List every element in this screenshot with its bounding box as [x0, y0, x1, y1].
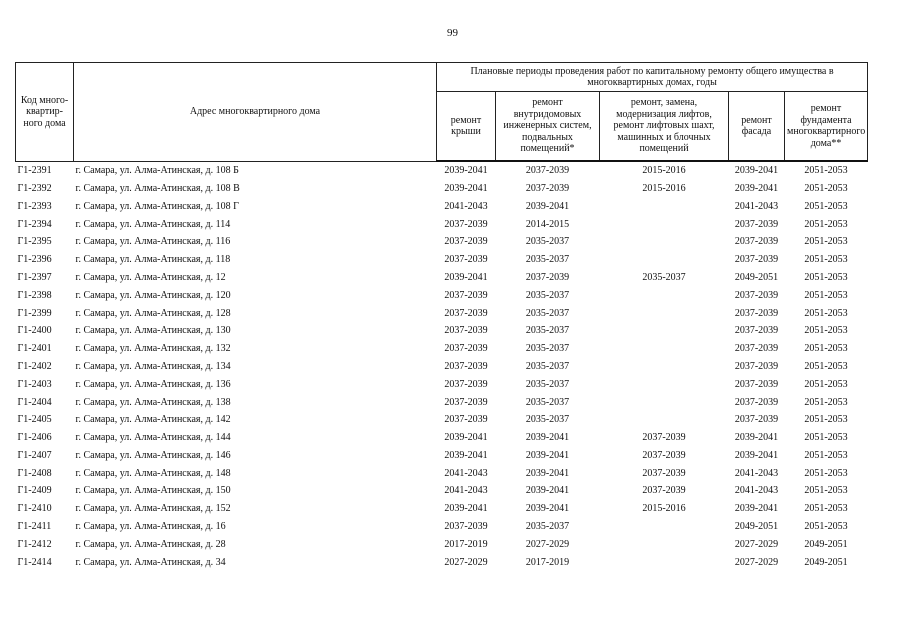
cell-systems: 2035-2037: [525, 396, 570, 408]
cell-foundation: 2051-2053: [804, 325, 848, 337]
table-row: [16, 304, 868, 322]
cell-roof: 2041-2043: [444, 200, 488, 212]
cell-facade: 2037-2039: [734, 307, 779, 319]
cell-foundation: 2049-2051: [804, 538, 848, 550]
table-row: [16, 198, 868, 216]
cell-roof: 2037-2039: [444, 343, 488, 355]
cell-lifts: [600, 322, 729, 340]
cell-systems: 2017-2019: [525, 556, 570, 568]
cell-facade: 2027-2029: [734, 538, 779, 550]
cell-facade: 2039-2041: [734, 503, 779, 515]
cell-address: г. Самара, ул. Алма-Атинская, д. 146: [75, 449, 231, 461]
header-periods: Плановые периоды проведения работ по капитальному ремонту общего имущества в многоквартирных домах, годы: [437, 63, 868, 92]
cell-address: г. Самара, ул. Алма-Атинская, д. 142: [75, 414, 231, 426]
cell-foundation: 2049-2051: [804, 556, 848, 568]
cell-systems: 2027-2029: [525, 538, 570, 550]
table-row: [16, 482, 868, 500]
cell-code: Г1-2411: [17, 521, 52, 533]
cell-foundation: 2051-2053: [804, 396, 848, 408]
cell-systems: 2039-2041: [525, 200, 570, 212]
cell-facade: 2037-2039: [734, 254, 779, 266]
cell-roof: 2027-2029: [444, 556, 488, 568]
cell-systems: 2037-2039: [525, 165, 570, 177]
cell-address: г. Самара, ул. Алма-Атинская, д. 116: [75, 236, 231, 248]
cell-foundation: 2051-2053: [804, 218, 848, 230]
cell-code: Г1-2401: [17, 343, 52, 355]
cell-systems: 2039-2041: [525, 485, 570, 497]
table-row: [16, 429, 868, 447]
cell-address: г. Самара, ул. Алма-Атинская, д. 108 В: [75, 182, 240, 194]
cell-systems: 2035-2037: [525, 325, 570, 337]
cell-systems: 2037-2039: [525, 182, 570, 194]
cell-address: г. Самара, ул. Алма-Атинская, д. 148: [75, 467, 231, 479]
cell-systems: 2035-2037: [525, 414, 570, 426]
cell-foundation: 2051-2053: [804, 182, 848, 194]
cell-lifts: [600, 340, 729, 358]
cell-code: Г1-2399: [17, 307, 52, 319]
cell-lifts: [600, 411, 729, 429]
page-number: 99: [447, 27, 458, 39]
cell-lifts: [600, 304, 729, 322]
cell-systems: 2035-2037: [525, 307, 570, 319]
cell-foundation: 2051-2053: [804, 343, 848, 355]
cell-systems: 2035-2037: [525, 254, 570, 266]
cell-address: г. Самара, ул. Алма-Атинская, д. 128: [75, 307, 231, 319]
table-row: [16, 215, 868, 233]
table-row: [16, 447, 868, 465]
cell-code: Г1-2403: [17, 378, 52, 390]
cell-lifts: [600, 536, 729, 554]
cell-facade: 2039-2041: [734, 432, 779, 444]
cell-roof: 2039-2041: [444, 432, 488, 444]
cell-code: Г1-2407: [17, 449, 52, 461]
table-row: [16, 393, 868, 411]
cell-roof: 2037-2039: [444, 360, 488, 372]
header-lifts: ремонт, замена, модернизация лифтов, ремонт лифтовых шахт, машинных и блочных помещений: [600, 92, 729, 162]
cell-roof: 2037-2039: [444, 254, 488, 266]
cell-facade: 2039-2041: [734, 182, 779, 194]
cell-facade: 2037-2039: [734, 289, 779, 301]
cell-foundation: 2051-2053: [804, 449, 848, 461]
header-address: Адрес многоквартирного дома: [74, 63, 437, 162]
cell-code: Г1-2393: [17, 200, 52, 212]
cell-roof: 2037-2039: [444, 521, 488, 533]
header-foundation: ремонт фундамента многоквартирного дома**: [785, 92, 868, 162]
cell-roof: 2039-2041: [444, 449, 488, 461]
cell-foundation: 2051-2053: [804, 271, 848, 283]
cell-address: г. Самара, ул. Алма-Атинская, д. 12: [75, 271, 226, 283]
cell-facade: 2041-2043: [734, 485, 779, 497]
cell-foundation: 2051-2053: [804, 254, 848, 266]
cell-systems: 2035-2037: [525, 521, 570, 533]
cell-address: г. Самара, ул. Алма-Атинская, д. 34: [75, 556, 226, 568]
cell-facade: 2037-2039: [734, 325, 779, 337]
cell-systems: 2039-2041: [525, 503, 570, 515]
header-facade: ремонт фасада: [729, 92, 785, 162]
cell-roof: 2037-2039: [444, 218, 488, 230]
table-row: [16, 518, 868, 536]
cell-roof: 2037-2039: [444, 307, 488, 319]
cell-roof: 2039-2041: [444, 503, 488, 515]
cell-foundation: 2051-2053: [804, 378, 848, 390]
table-row: [16, 411, 868, 429]
table-row: [16, 500, 868, 518]
cell-code: Г1-2395: [17, 236, 52, 248]
table-row: [16, 269, 868, 287]
cell-foundation: 2051-2053: [804, 307, 848, 319]
cell-address: г. Самара, ул. Алма-Атинская, д. 118: [75, 254, 231, 266]
cell-facade: 2041-2043: [734, 200, 779, 212]
cell-lifts: 2037-2039: [642, 467, 686, 479]
cell-facade: 2027-2029: [734, 556, 779, 568]
cell-code: Г1-2405: [17, 414, 52, 426]
cell-lifts: 2037-2039: [642, 432, 686, 444]
cell-lifts: [600, 376, 729, 394]
cell-address: г. Самара, ул. Алма-Атинская, д. 152: [75, 503, 231, 515]
cell-address: г. Самара, ул. Алма-Атинская, д. 16: [75, 521, 226, 533]
table-row: [16, 376, 868, 394]
cell-code: Г1-2414: [17, 556, 52, 568]
cell-foundation: 2051-2053: [804, 289, 848, 301]
cell-address: г. Самара, ул. Алма-Атинская, д. 28: [75, 538, 226, 550]
cell-code: Г1-2408: [17, 467, 52, 479]
cell-facade: 2041-2043: [734, 467, 779, 479]
cell-systems: 2035-2037: [525, 360, 570, 372]
cell-lifts: [600, 393, 729, 411]
cell-code: Г1-2392: [17, 182, 52, 194]
table-header: [16, 63, 868, 162]
cell-code: Г1-2398: [17, 289, 52, 301]
cell-facade: 2037-2039: [734, 218, 779, 230]
cell-address: г. Самара, ул. Алма-Атинская, д. 108 Б: [75, 164, 239, 176]
cell-systems: 2039-2041: [525, 432, 570, 444]
cell-roof: 2041-2043: [444, 485, 488, 497]
header-code: Код много-квартир-ного дома: [16, 63, 74, 162]
cell-foundation: 2051-2053: [804, 165, 848, 177]
cell-code: Г1-2391: [17, 164, 52, 176]
cell-systems: 2035-2037: [525, 378, 570, 390]
cell-roof: 2037-2039: [444, 325, 488, 337]
cell-address: г. Самара, ул. Алма-Атинская, д. 130: [75, 325, 231, 337]
cell-facade: 2037-2039: [734, 414, 779, 426]
cell-systems: 2014-2015: [525, 218, 570, 230]
cell-lifts: 2015-2016: [642, 503, 686, 515]
cell-facade: 2039-2041: [734, 165, 779, 177]
cell-code: Г1-2394: [17, 218, 52, 230]
table-row: [16, 287, 868, 305]
cell-lifts: [600, 554, 729, 572]
cell-facade: 2037-2039: [734, 378, 779, 390]
cell-address: г. Самара, ул. Алма-Атинская, д. 134: [75, 360, 231, 372]
cell-lifts: [600, 287, 729, 305]
cell-code: Г1-2410: [17, 503, 52, 515]
cell-foundation: 2051-2053: [804, 200, 848, 212]
table-row: [16, 322, 868, 340]
cell-lifts: 2035-2037: [642, 271, 686, 283]
cell-foundation: 2051-2053: [804, 414, 848, 426]
cell-systems: 2035-2037: [525, 236, 570, 248]
cell-roof: 2017-2019: [444, 538, 488, 550]
cell-roof: 2037-2039: [444, 236, 488, 248]
table-row: [16, 358, 868, 376]
table-row: [16, 180, 868, 198]
cell-facade: 2037-2039: [734, 236, 779, 248]
cell-roof: 2041-2043: [444, 467, 488, 479]
cell-roof: 2037-2039: [444, 396, 488, 408]
cell-roof: 2039-2041: [444, 271, 488, 283]
cell-code: Г1-2404: [17, 396, 52, 408]
cell-lifts: [600, 251, 729, 269]
cell-foundation: 2051-2053: [804, 236, 848, 248]
cell-roof: 2037-2039: [444, 414, 488, 426]
cell-systems: 2035-2037: [525, 289, 570, 301]
cell-lifts: [600, 215, 729, 233]
cell-systems: 2035-2037: [525, 343, 570, 355]
table-row: [16, 161, 868, 180]
cell-facade: 2049-2051: [734, 271, 779, 283]
cell-roof: 2037-2039: [444, 378, 488, 390]
cell-address: г. Самара, ул. Алма-Атинская, д. 108 Г: [75, 200, 239, 212]
cell-address: г. Самара, ул. Алма-Атинская, д. 114: [75, 218, 231, 230]
cell-facade: 2049-2051: [734, 521, 779, 533]
cell-lifts: [600, 518, 729, 536]
cell-foundation: 2051-2053: [804, 503, 848, 515]
cell-foundation: 2051-2053: [804, 432, 848, 444]
cell-lifts: 2015-2016: [642, 165, 686, 177]
table-row: [16, 536, 868, 554]
cell-facade: 2037-2039: [734, 343, 779, 355]
cell-code: Г1-2400: [17, 325, 52, 337]
cell-facade: 2037-2039: [734, 360, 779, 372]
cell-lifts: 2037-2039: [642, 485, 686, 497]
cell-code: Г1-2406: [17, 432, 52, 444]
cell-address: г. Самара, ул. Алма-Атинская, д. 120: [75, 289, 231, 301]
table-row: [16, 233, 868, 251]
cell-lifts: [600, 198, 729, 216]
cell-code: Г1-2396: [17, 254, 52, 266]
header-systems: ремонт внутридомовых инженерных систем, подвальных помещений*: [496, 92, 600, 162]
cell-facade: 2037-2039: [734, 396, 779, 408]
cell-address: г. Самара, ул. Алма-Атинская, д. 132: [75, 343, 231, 355]
cell-code: Г1-2409: [17, 485, 52, 497]
table-row: [16, 251, 868, 269]
table-row: [16, 554, 868, 572]
repair-schedule-table: [15, 62, 868, 571]
cell-foundation: 2051-2053: [804, 467, 848, 479]
cell-address: г. Самара, ул. Алма-Атинская, д. 144: [75, 432, 231, 444]
cell-address: г. Самара, ул. Алма-Атинская, д. 138: [75, 396, 231, 408]
cell-roof: 2039-2041: [444, 165, 488, 177]
cell-roof: 2037-2039: [444, 289, 488, 301]
cell-systems: 2039-2041: [525, 467, 570, 479]
cell-lifts: 2037-2039: [642, 449, 686, 461]
header-roof: ремонт крыши: [437, 92, 496, 162]
cell-systems: 2039-2041: [525, 449, 570, 461]
cell-code: Г1-2412: [17, 538, 52, 550]
cell-foundation: 2051-2053: [804, 521, 848, 533]
cell-facade: 2039-2041: [734, 449, 779, 461]
cell-address: г. Самара, ул. Алма-Атинская, д. 150: [75, 485, 231, 497]
table-body: [16, 161, 868, 571]
cell-lifts: 2015-2016: [642, 182, 686, 194]
cell-code: Г1-2397: [17, 271, 52, 283]
cell-code: Г1-2402: [17, 360, 52, 372]
cell-lifts: [600, 358, 729, 376]
cell-systems: 2037-2039: [525, 271, 570, 283]
cell-foundation: 2051-2053: [804, 360, 848, 372]
table-row: [16, 340, 868, 358]
cell-lifts: [600, 233, 729, 251]
table-row: [16, 465, 868, 483]
cell-address: г. Самара, ул. Алма-Атинская, д. 136: [75, 378, 231, 390]
cell-roof: 2039-2041: [444, 182, 488, 194]
cell-foundation: 2051-2053: [804, 485, 848, 497]
